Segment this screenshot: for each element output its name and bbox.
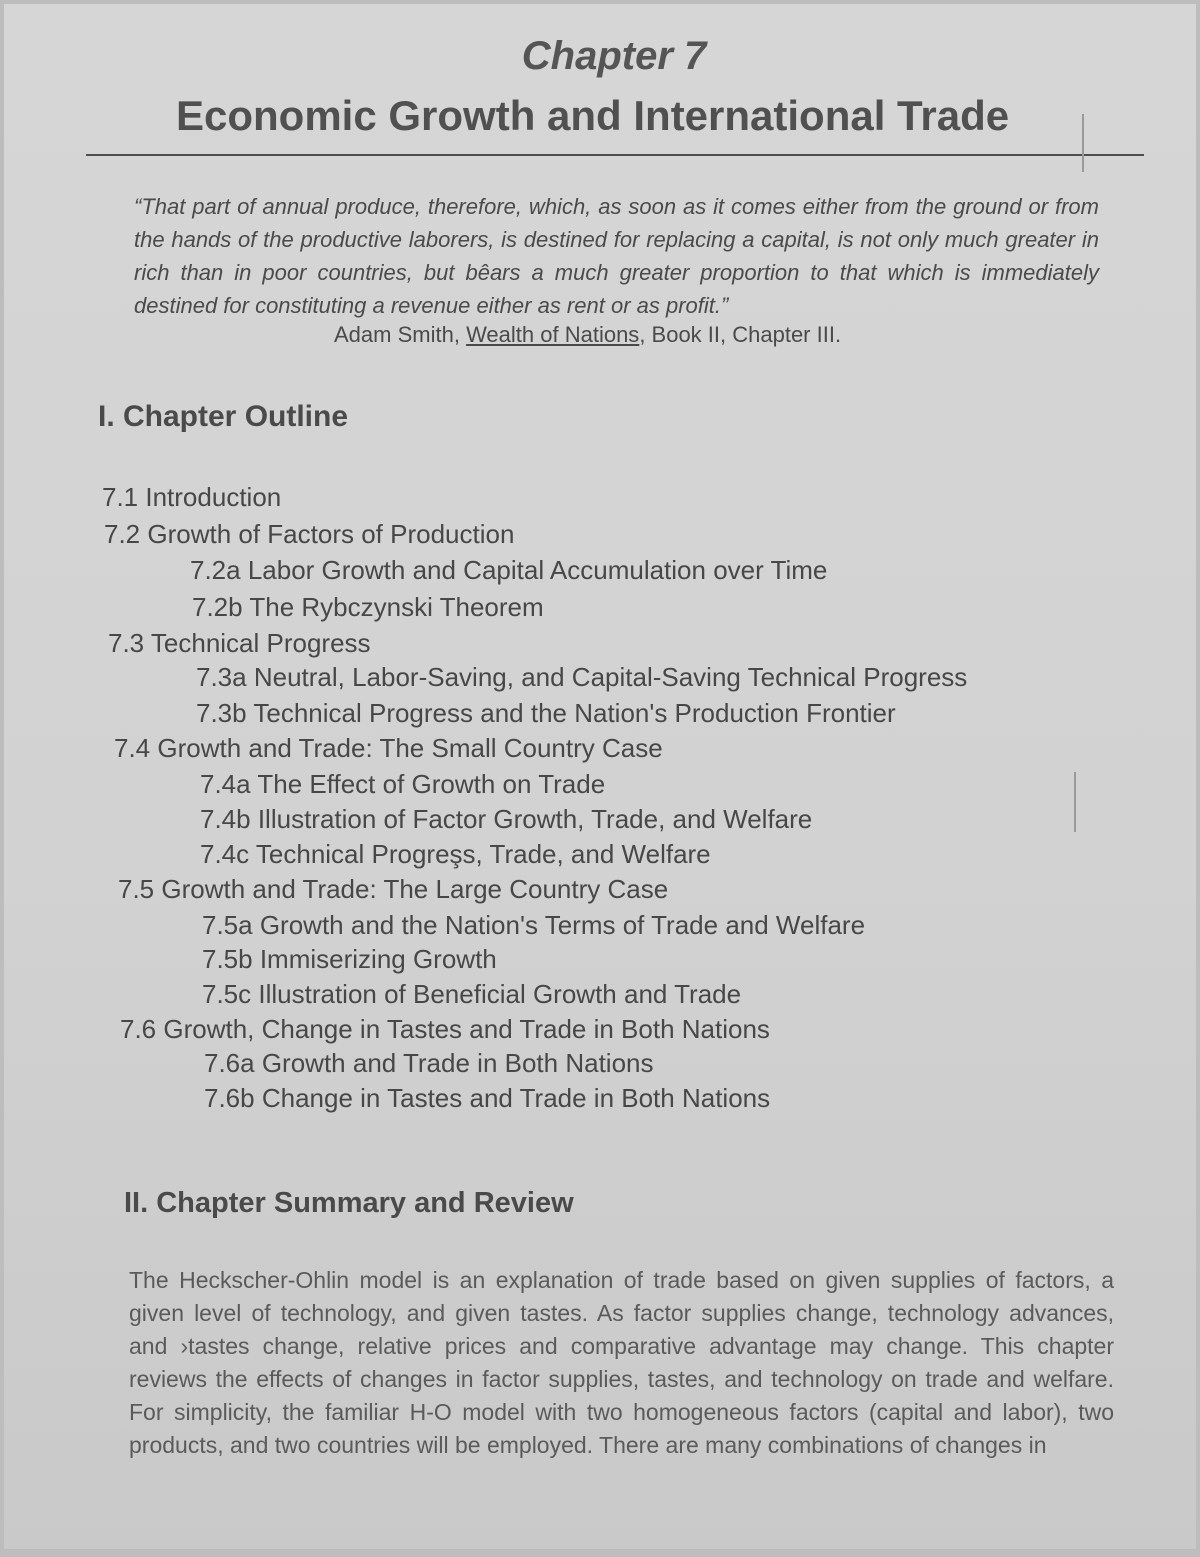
scan-artifact xyxy=(1082,114,1084,172)
outline-item: 7.1 Introduction xyxy=(102,482,282,512)
section-heading-summary: II. Chapter Summary and Review xyxy=(124,1187,574,1219)
attribution-book-title: Wealth of Nations xyxy=(466,322,640,347)
outline-item: 7.5 Growth and Trade: The Large Country Case xyxy=(118,874,669,904)
epigraph-attribution xyxy=(334,322,841,348)
outline-subitem: 7.3a Neutral, Labor-Saving, and Capital-Saving Technical Progress xyxy=(196,662,968,692)
outline-subitem: 7.6a Growth and Trade in Both Nations xyxy=(204,1048,654,1078)
attribution-location: , Book II, Chapter III. xyxy=(639,322,842,347)
outline-item: 7.2 Growth of Factors of Production xyxy=(104,519,515,549)
outline-subitem: 7.5a Growth and the Nation's Terms of Trade and Welfare xyxy=(202,910,866,940)
outline-subitem: 7.5c Illustration of Beneficial Growth and Trade xyxy=(202,979,742,1009)
document-page xyxy=(4,4,1196,1549)
epigraph-quote: “That part of annual produce, therefore, which, as soon as it comes either from the ground or from the hands of the productive laborers, is destined for replacing a capital, is not only much greater in rich than in poor countries, but bêars a much greater proportion to that which is immediately destined for constituting a revenue either as rent or as profit.” xyxy=(134,194,1099,318)
outline-subitem: 7.6b Change in Tastes and Trade in Both Nations xyxy=(204,1083,771,1113)
outline-subitem: 7.4c Technical Progreşs, Trade, and Welfare xyxy=(200,839,711,869)
outline-subitem: 7.2a Labor Growth and Capital Accumulation over Time xyxy=(190,555,828,585)
attribution-author: Adam Smith, xyxy=(334,322,460,347)
summary-paragraph: The Heckscher-Ohlin model is an explanation of trade based on given supplies of factors, a given level of technology, and given tastes. As factor supplies change, technology advances, and ›tastes change, relative prices and comparative advantage may change. This chapter reviews the effects of changes in factor supplies, tastes, and technology on trade and welfare. For simplicity, the familiar H-O model with two homogeneous factors (capital and labor), two products, and two countries will be employed. There are many combinations of changes in xyxy=(129,1267,1114,1458)
outline-item: 7.6 Growth, Change in Tastes and Trade in Both Nations xyxy=(120,1014,770,1044)
outline-subitem: 7.4a The Effect of Growth on Trade xyxy=(200,769,606,799)
outline-item: 7.3 Technical Progress xyxy=(108,628,371,658)
chapter-number: Chapter 7 xyxy=(521,34,707,78)
outline-subitem: 7.3b Technical Progress and the Nation's Production Frontier xyxy=(196,698,896,728)
outline-subitem: 7.2b The Rybczynski Theorem xyxy=(192,592,544,622)
outline-item: 7.4 Growth and Trade: The Small Country Case xyxy=(114,733,663,763)
outline-subitem: 7.4b Illustration of Factor Growth, Trade, and Welfare xyxy=(200,804,813,834)
title-divider xyxy=(86,154,1144,156)
chapter-title: Economic Growth and International Trade xyxy=(176,92,1010,139)
outline-subitem: 7.5b Immiserizing Growth xyxy=(202,944,497,974)
section-heading-outline: I. Chapter Outline xyxy=(98,400,349,433)
scan-artifact xyxy=(1074,772,1076,832)
